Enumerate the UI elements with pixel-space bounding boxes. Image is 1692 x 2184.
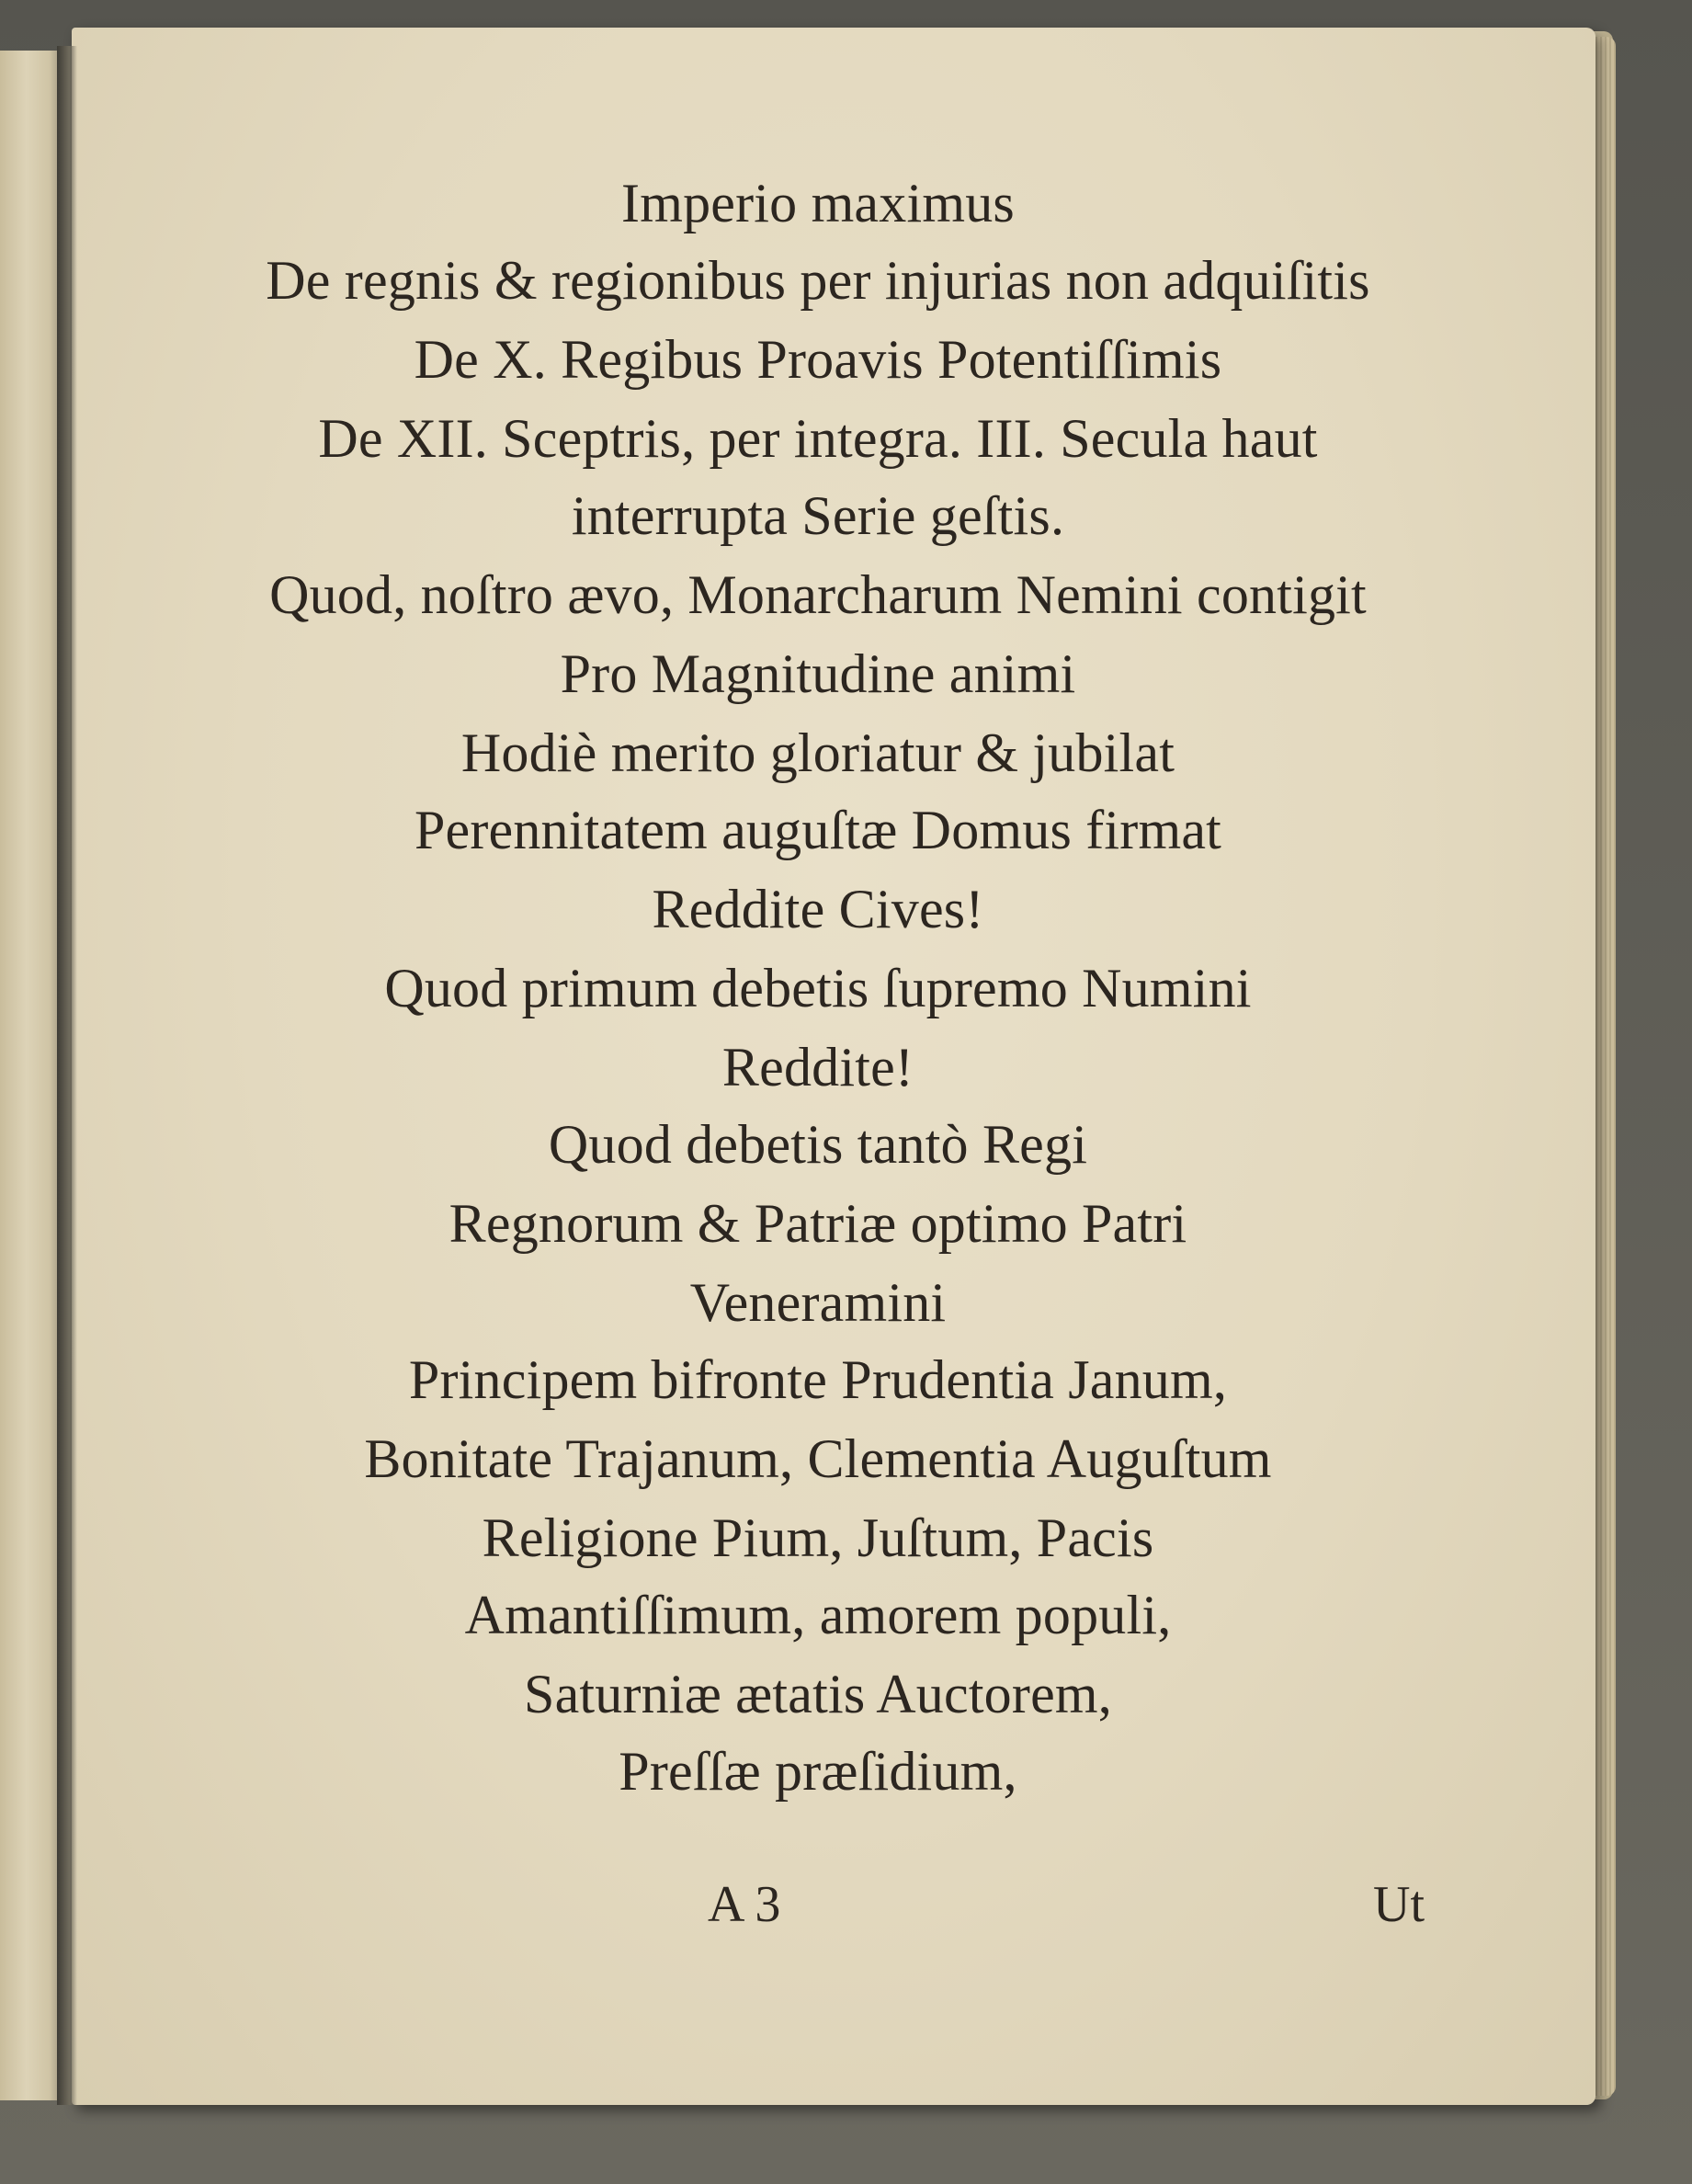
catchword: Ut <box>1373 1876 1425 1933</box>
text-line-4: De XII. Sceptris, per integra. III. Secula haut <box>318 408 1318 469</box>
text-line-19: Amantiſſimum, amorem populi, <box>464 1585 1172 1645</box>
text-line-21: Preſſæ præſidium, <box>619 1741 1017 1802</box>
text-line-2: De regnis & regionibus per injurias non adquiſitis <box>266 250 1370 311</box>
text-line-10: Reddite Cives! <box>652 879 984 939</box>
text-line-18: Religione Pium, Juſtum, Pacis <box>482 1507 1154 1568</box>
text-line-13: Quod debetis tantò Regi <box>548 1114 1088 1175</box>
text-line-9: Perennitatem auguſtæ Domus firmat <box>414 800 1222 860</box>
text-line-8: Hodiè merito gloriatur & jubilat <box>460 722 1175 783</box>
gutter-shadow <box>57 46 77 2105</box>
page-text-column <box>101 170 1535 1962</box>
text-line-20: Saturniæ ætatis Auctorem, <box>524 1664 1112 1724</box>
text-line-1: Imperio maximus <box>621 173 1015 233</box>
text-line-3: De X. Regibus Proavis Potentiſſimis <box>414 329 1222 390</box>
text-line-16: Principem bifronte Prudentia Janum, <box>408 1349 1228 1410</box>
text-line-5: interrupta Serie geſtis. <box>571 485 1065 546</box>
text-line-11: Quod primum debetis ſupremo Numini <box>384 958 1252 1018</box>
text-line-7: Pro Magnitudine animi <box>560 643 1076 704</box>
text-line-12: Reddite! <box>721 1037 914 1098</box>
signature-mark: A 3 <box>708 1876 781 1933</box>
text-line-6: Quod, noſtro ævo, Monarcharum Nemini contigit <box>269 564 1367 625</box>
text-line-15: Veneramini <box>689 1272 947 1333</box>
text-line-17: Bonitate Trajanum, Clementia Auguſtum <box>364 1428 1272 1489</box>
text-line-14: Regnorum & Patriæ optimo Patri <box>449 1193 1187 1254</box>
